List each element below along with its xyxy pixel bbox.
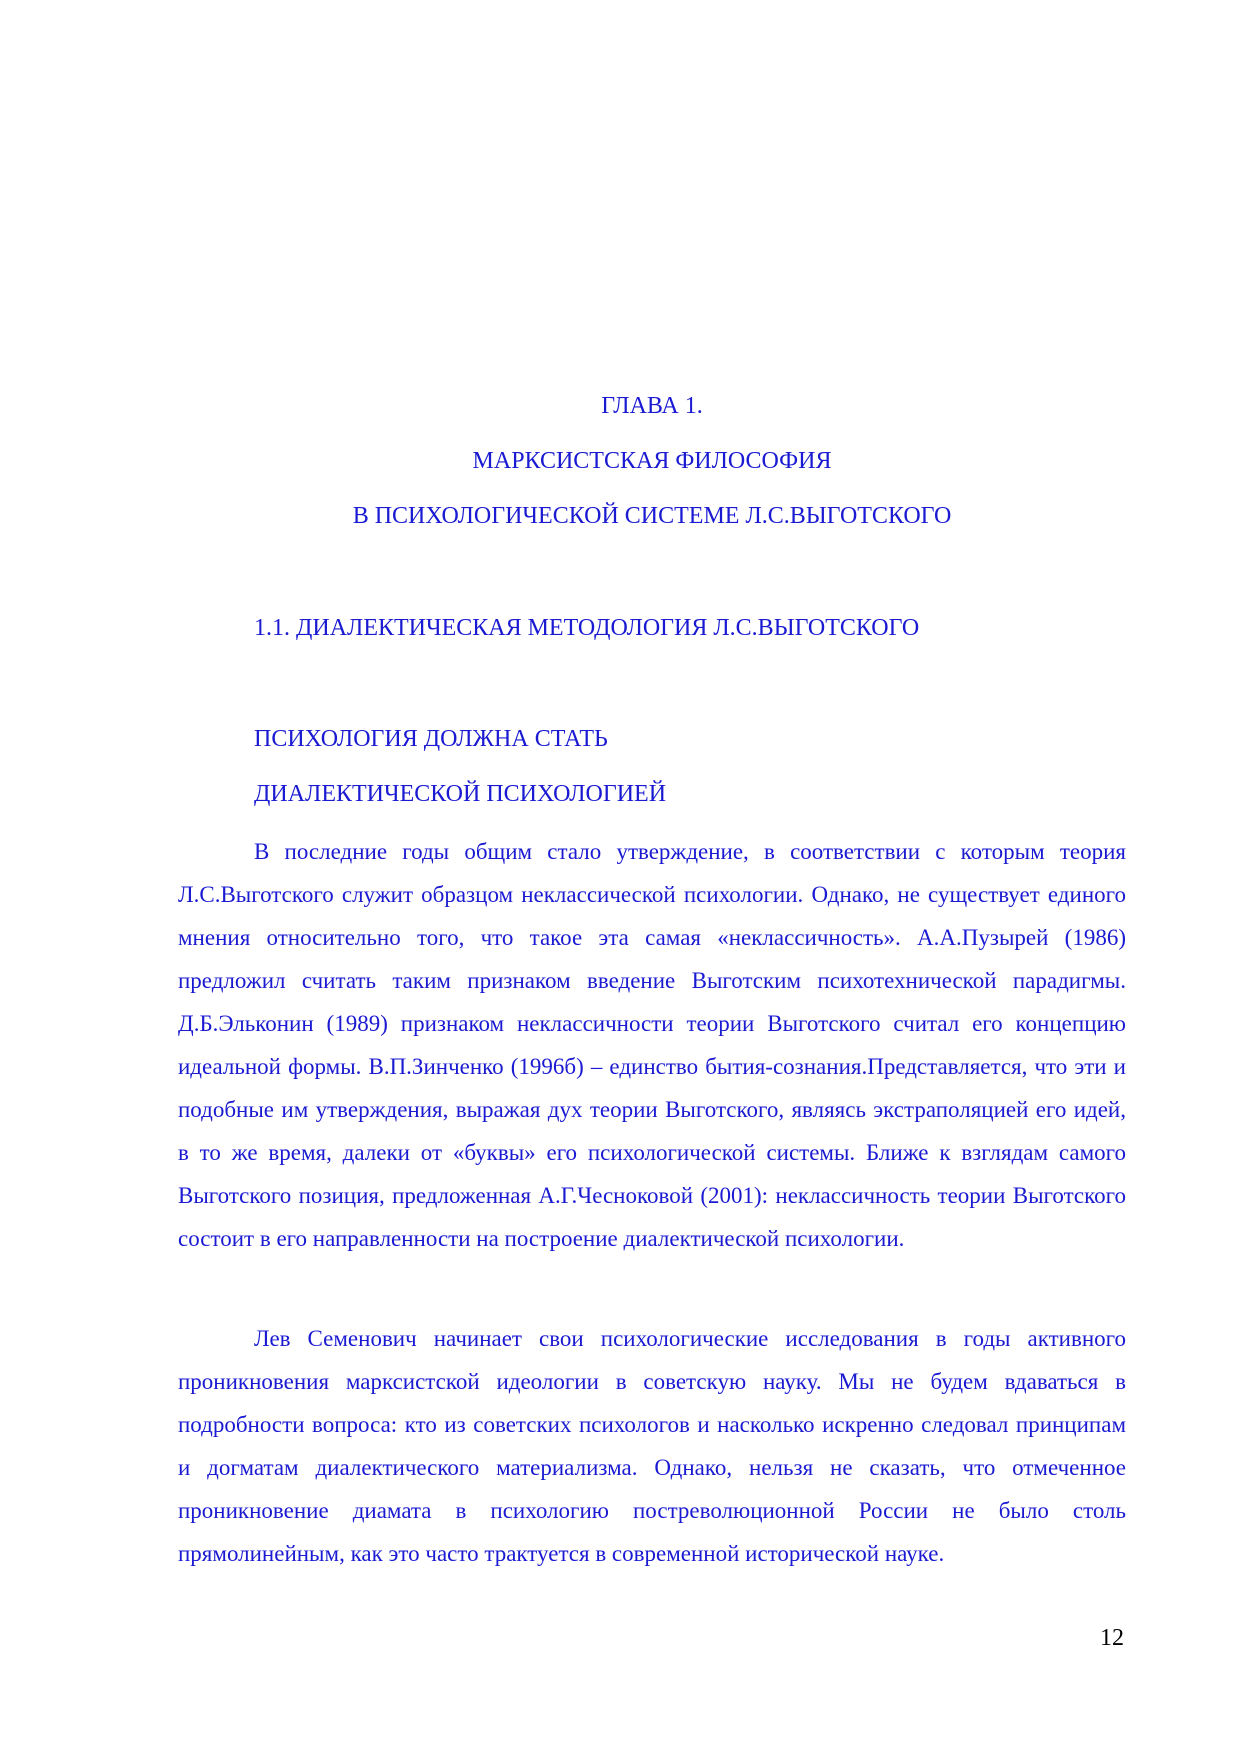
subsection-heading-line-2: ДИАЛЕКТИЧЕСКОЙ ПСИХОЛОГИЕЙ	[254, 781, 667, 807]
chapter-title-line-1: МАРКСИСТСКАЯ ФИЛОСОФИЯ	[472, 448, 832, 474]
chapter-title-line-2: В ПСИХОЛОГИЧЕСКОЙ СИСТЕМЕ Л.С.ВЫГОТСКОГО	[352, 503, 952, 529]
subsection-heading-line-1: ПСИХОЛОГИЯ ДОЛЖНА СТАТЬ	[254, 726, 608, 752]
section-heading: 1.1. ДИАЛЕКТИЧЕСКАЯ МЕТОДОЛОГИЯ Л.С.ВЫГОТСКОГО	[254, 615, 920, 641]
page-number: 12	[1100, 1625, 1124, 1651]
body-paragraph-2: Лев Семенович начинает свои психологические исследования в годы активного проникновения марксистской идеологии в советскую науку. Мы не будем вдаваться в подробности вопроса: кто из советских психологов и насколько искренно следовал принципам и догматам диалектического материализма. Однако, нельзя не сказать, что отмеченное проникновение диамата в психологию постреволюционной России не было столь прямолинейным, как это часто трактуется в современной исторической науке.	[178, 1326, 1126, 1566]
chapter-label: ГЛАВА 1.	[601, 393, 703, 419]
body-paragraph-1: В последние годы общим стало утверждение, в соответствии с которым теория Л.С.Выготского служит образцом неклассической психологии. Однако, не существует единого мнения относительно того, что такое эта самая «неклассичность». А.А.Пузырей (1986) предложил считать таким признаком введение Выготским психотехнической парадигмы. Д.Б.Эльконин (1989) признаком неклассичности теории Выготского считал его концепцию идеальной формы. В.П.Зинченко (1996б) – единство бытия-сознания.Представляется, что эти и подобные им утверждения, выражая дух теории Выготского, являясь экстраполяцией его идей, в то же время, далеки от «буквы» его психологической системы. Ближе к взглядам самого Выготского позиция, предложенная А.Г.Чесноковой (2001): неклассичность теории Выготского состоит в его направленности на построение диалектической психологии.	[178, 839, 1126, 1251]
